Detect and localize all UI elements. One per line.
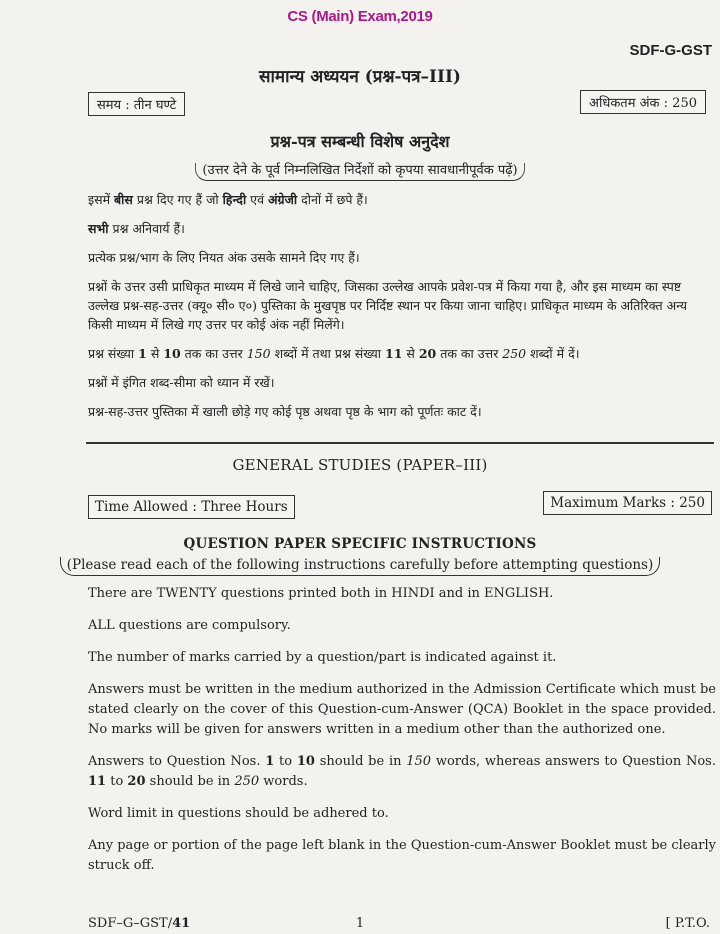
english-item-4: Answers must be written in the medium authorized in the Admission Certificate which must be stated clearly on the cover of this Question-cum-Answer (QCA) Booklet in the space provided. No marks will be given for answers written in a medium other than the authorized one. bbox=[88, 682, 716, 737]
hindi-item-4: प्रश्नों के उत्तर उसी प्राधिकृत माध्यम में लिखे जाने चाहिए, जिसका उल्लेख आपके प्रवेश-पत्र में किया गया है, और इस माध्यम का स्पष्ट उल्लेख प्रश्न-सह-उत्तर (क्यू० सी० ए०) पुस्तिका के मुखपृष्ठ पर निर्दिष्ट स्थान पर किया जाना चाहिए। प्राधिकृत माध्यम के अतिरिक्त अन्य किसी माध्यम में लिखे गए उत्तर पर कोई अंक नहीं मिलेंगे। bbox=[88, 279, 688, 332]
english-item-7: Any page or portion of the page left blank in the Question-cum-Answer Booklet must be clearly struck off. bbox=[88, 838, 716, 873]
english-item-5: Answers to Question Nos. 1 to 10 should be in 150 words, whereas answers to Question Nos. 11 to 20 should be in 250 words. bbox=[88, 754, 716, 789]
english-title: GENERAL STUDIES (PAPER–III) bbox=[232, 456, 488, 474]
hindi-item-2: सभी प्रश्न अनिवार्य हैं। bbox=[88, 221, 185, 236]
hindi-instructions-subtitle: (उत्तर देने के पूर्व निम्नलिखित निर्देशों को कृपया सावधानीपूर्वक पढ़ें) bbox=[0, 160, 720, 178]
hindi-item-3: प्रत्येक प्रश्न/भाग के लिए नियत अंक उसके सामने दिए गए हैं। bbox=[88, 250, 360, 265]
english-instructions-title: QUESTION PAPER SPECIFIC INSTRUCTIONS bbox=[183, 536, 537, 552]
english-item-1: There are TWENTY questions printed both in HINDI and in ENGLISH. bbox=[88, 586, 554, 601]
english-time-box: Time Allowed : Three Hours bbox=[88, 495, 295, 519]
exam-stamp: CS (Main) Exam,2019 bbox=[287, 8, 433, 25]
english-marks-box: Maximum Marks : 250 bbox=[543, 491, 712, 515]
english-item-2: ALL questions are compulsory. bbox=[88, 618, 291, 633]
hindi-title: सामान्य अध्ययन (प्रश्न-पत्र–III) bbox=[259, 67, 461, 87]
hindi-item-5: प्रश्न संख्या 1 से 10 तक का उत्तर 150 शब्दों में तथा प्रश्न संख्या 11 से 20 तक का उत्तर 250 शब्दों में दें। bbox=[88, 346, 580, 361]
hindi-instructions-title: प्रश्न-पत्र सम्बन्धी विशेष अनुदेश bbox=[270, 132, 450, 151]
hindi-item-1: इसमें बीस प्रश्न दिए गए हैं जो हिन्दी एवं अंग्रेजी दोनों में छपे हैं। bbox=[88, 192, 368, 207]
english-instructions-list bbox=[88, 584, 716, 888]
hindi-marks-box: अधिकतम अंक : 250 bbox=[580, 90, 706, 114]
hindi-item-7: प्रश्न-सह-उत्तर पुस्तिका में खाली छोड़े गए कोई पृष्ठ अथवा पृष्ठ के भाग को पूर्णतः काट दें। bbox=[88, 404, 482, 419]
page-number: 1 bbox=[355, 916, 365, 931]
english-item-3: The number of marks carried by a question/part is indicated against it. bbox=[88, 650, 557, 665]
english-instructions-subtitle: (Please read each of the following instructions carefully before attempting questions) bbox=[0, 557, 720, 573]
footer-paper-code: SDF–G–GST/41 bbox=[88, 916, 191, 931]
pto-marker: [ P.T.O. bbox=[665, 916, 710, 931]
hindi-item-6: प्रश्नों में इंगित शब्द-सीमा को ध्यान में रखें। bbox=[88, 375, 275, 390]
section-divider bbox=[86, 442, 714, 444]
english-item-6: Word limit in questions should be adhered to. bbox=[88, 806, 389, 821]
hindi-time-box: समय : तीन घण्टे bbox=[88, 92, 185, 116]
hindi-instructions-list bbox=[88, 190, 714, 431]
paper-code: SDF-G-GST bbox=[629, 42, 712, 59]
